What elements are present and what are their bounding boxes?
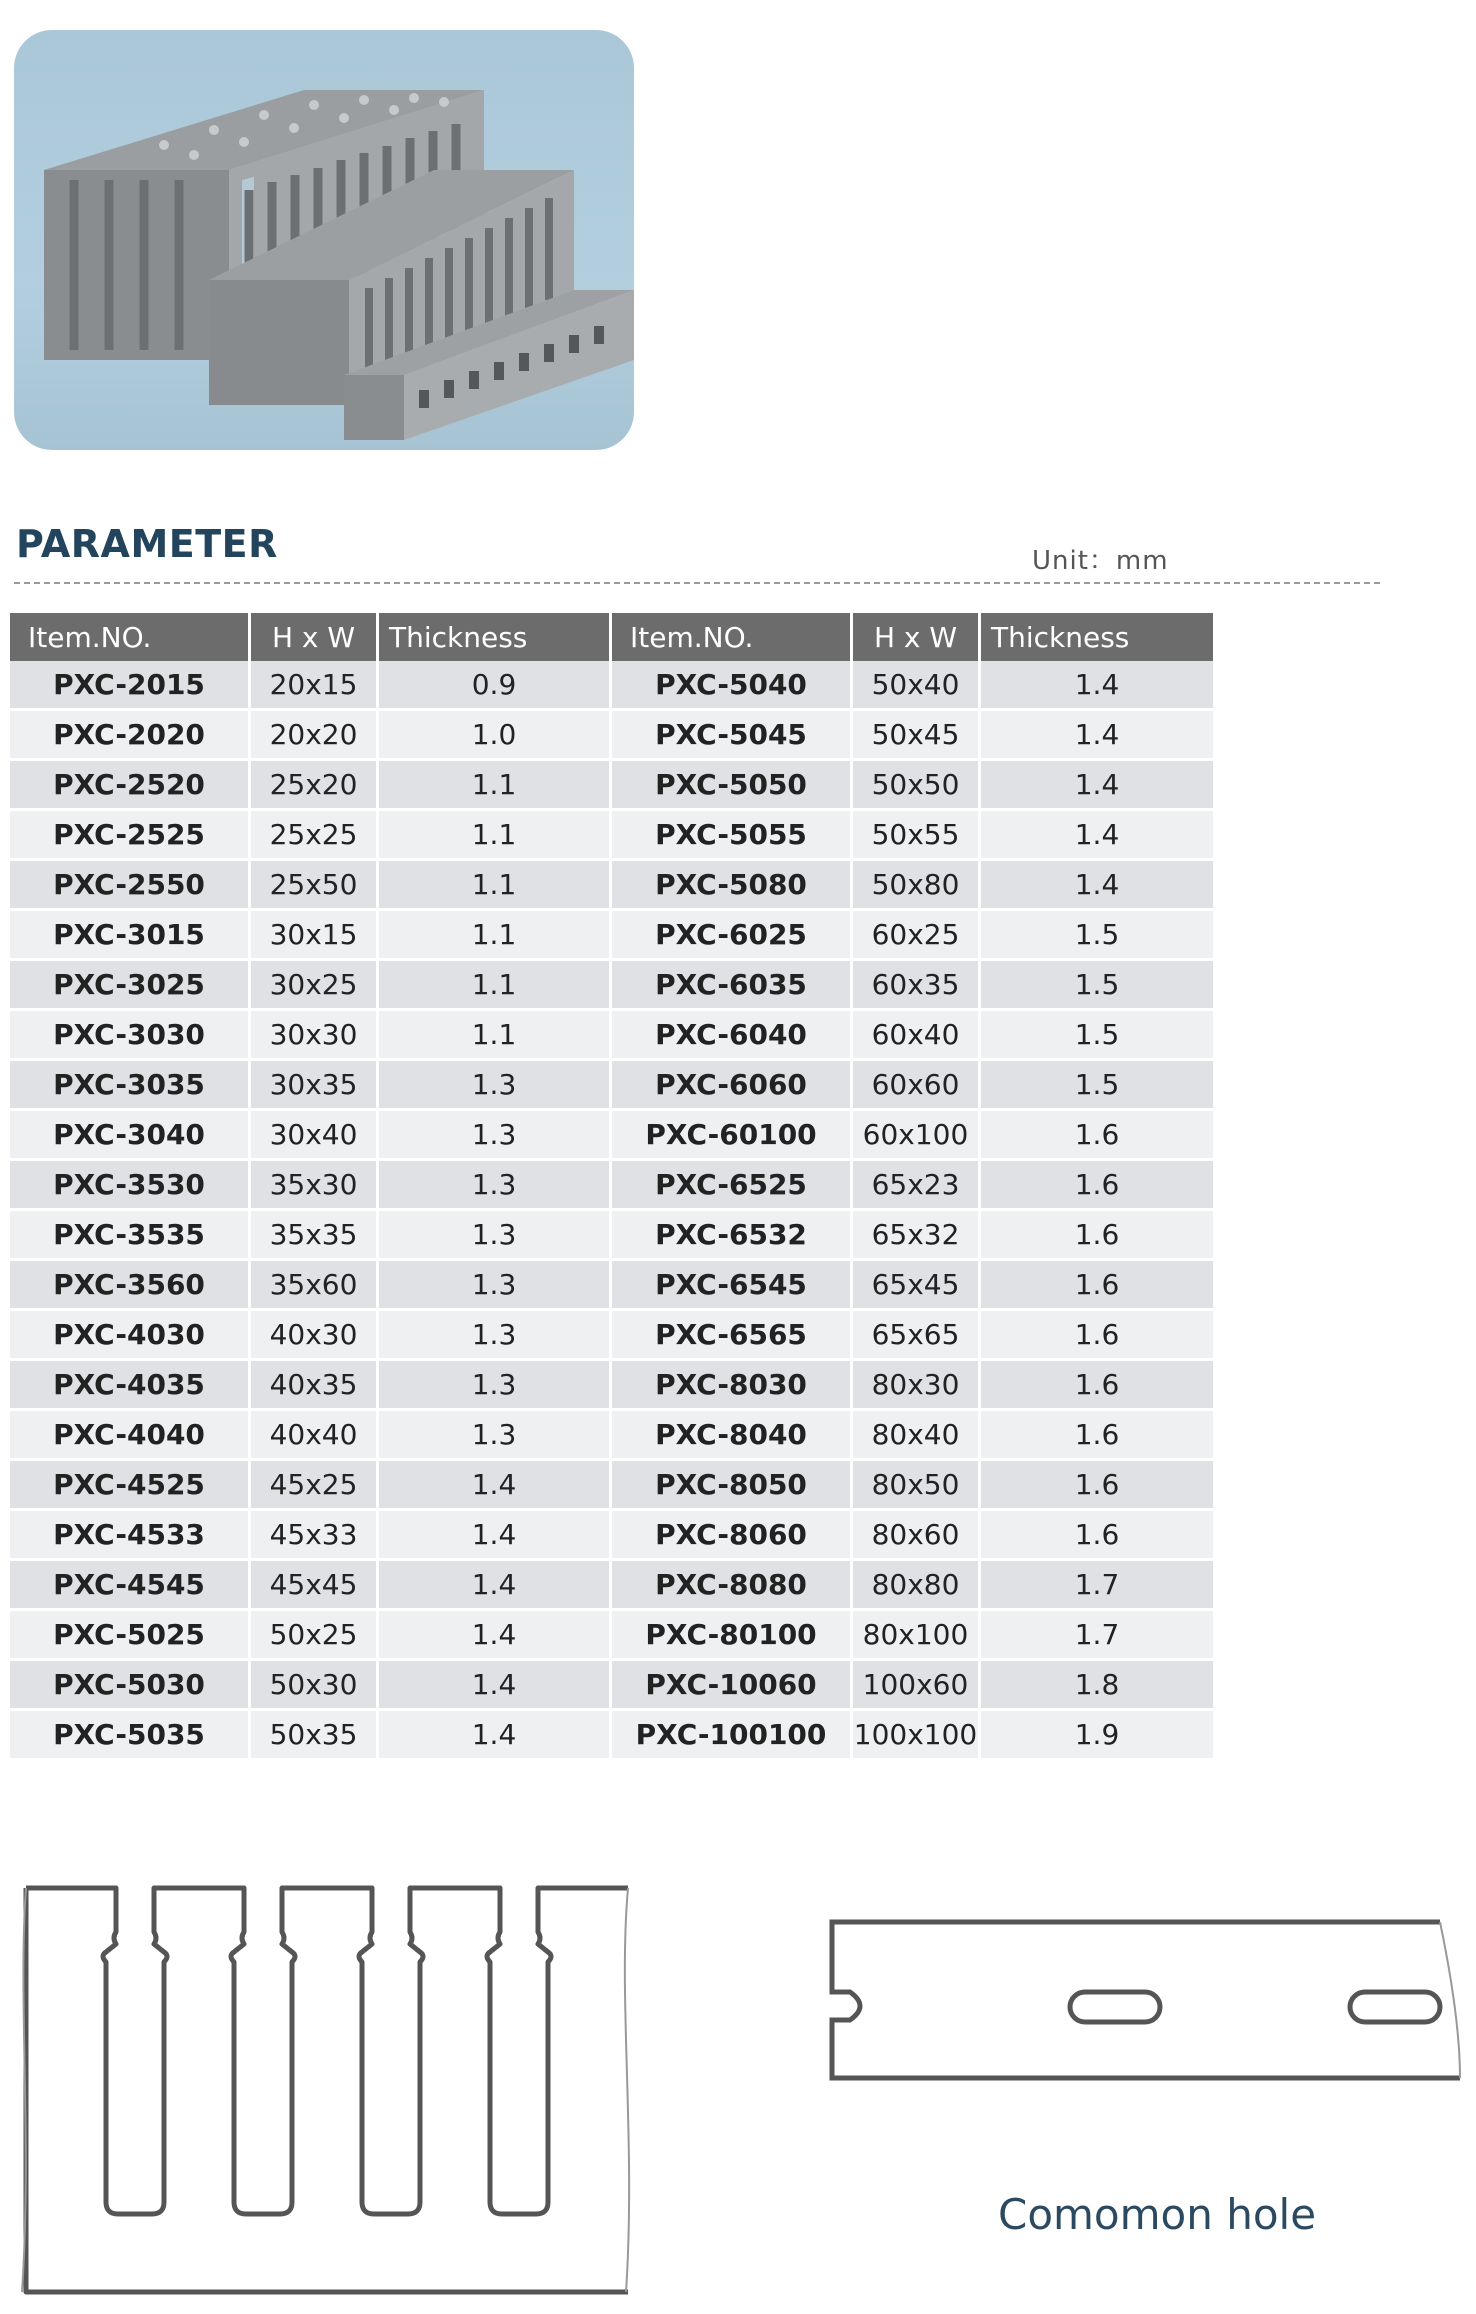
item-no-cell: PXC-5045: [611, 710, 852, 760]
thickness-cell: 1.6: [980, 1110, 1215, 1160]
thickness-cell: 1.8: [980, 1660, 1215, 1710]
table-row: [10, 710, 1215, 760]
slotted-wall-diagram: [14, 1880, 634, 2300]
item-no-cell: PXC-5030: [10, 1660, 250, 1710]
hxw-cell: 25x20: [250, 760, 378, 810]
table-row: [10, 1460, 1215, 1510]
thickness-cell: 1.4: [378, 1560, 611, 1610]
item-no-cell: PXC-2520: [10, 760, 250, 810]
hxw-cell: 60x35: [852, 960, 980, 1010]
item-no-cell: PXC-4545: [10, 1560, 250, 1610]
item-no-cell: PXC-5080: [611, 860, 852, 910]
thickness-cell: 1.4: [980, 810, 1215, 860]
item-no-cell: PXC-5035: [10, 1710, 250, 1760]
hxw-cell: 50x80: [852, 860, 980, 910]
item-no-cell: PXC-2020: [10, 710, 250, 760]
item-no-cell: PXC-4030: [10, 1310, 250, 1360]
thickness-cell: 1.6: [980, 1410, 1215, 1460]
hxw-cell: 60x40: [852, 1010, 980, 1060]
hxw-cell: 25x25: [250, 810, 378, 860]
header-thickness: Thickness: [378, 613, 611, 661]
hxw-cell: 50x45: [852, 710, 980, 760]
thickness-cell: 1.4: [378, 1710, 611, 1760]
thickness-cell: 0.9: [378, 661, 611, 710]
item-no-cell: PXC-3030: [10, 1010, 250, 1060]
hxw-cell: 50x25: [250, 1610, 378, 1660]
divider: [14, 582, 1380, 584]
thickness-cell: 1.6: [980, 1510, 1215, 1560]
header-hxw: H x W: [852, 613, 980, 661]
table-row: [10, 1210, 1215, 1260]
item-no-cell: PXC-3560: [10, 1260, 250, 1310]
item-no-cell: PXC-10060: [611, 1660, 852, 1710]
hxw-cell: 65x32: [852, 1210, 980, 1260]
hxw-cell: 45x25: [250, 1460, 378, 1510]
table-row: [10, 810, 1215, 860]
thickness-cell: 1.6: [980, 1310, 1215, 1360]
item-no-cell: PXC-4040: [10, 1410, 250, 1460]
table-row: [10, 1560, 1215, 1610]
item-no-cell: PXC-3025: [10, 960, 250, 1010]
item-no-cell: PXC-6035: [611, 960, 852, 1010]
thickness-cell: 1.3: [378, 1310, 611, 1360]
item-no-cell: PXC-6532: [611, 1210, 852, 1260]
item-no-cell: PXC-8030: [611, 1360, 852, 1410]
table-row: [10, 1510, 1215, 1560]
item-no-cell: PXC-3035: [10, 1060, 250, 1110]
table-row: [10, 1010, 1215, 1060]
thickness-cell: 1.1: [378, 810, 611, 860]
table-row: [10, 1110, 1215, 1160]
item-no-cell: PXC-5050: [611, 760, 852, 810]
common-hole-strip-diagram: [820, 1910, 1470, 2090]
hxw-cell: 50x40: [852, 661, 980, 710]
thickness-cell: 1.6: [980, 1260, 1215, 1310]
header-hxw: H x W: [250, 613, 378, 661]
hxw-cell: 25x50: [250, 860, 378, 910]
table-row: [10, 860, 1215, 910]
header-item-no: Item.NO.: [10, 613, 250, 661]
hxw-cell: 80x30: [852, 1360, 980, 1410]
hxw-cell: 40x30: [250, 1310, 378, 1360]
thickness-cell: 1.4: [980, 661, 1215, 710]
item-no-cell: PXC-3535: [10, 1210, 250, 1260]
hxw-cell: 30x25: [250, 960, 378, 1010]
hxw-cell: 80x40: [852, 1410, 980, 1460]
thickness-cell: 1.6: [980, 1210, 1215, 1260]
table-row: [10, 1360, 1215, 1410]
item-no-cell: PXC-3015: [10, 910, 250, 960]
hxw-cell: 100x60: [852, 1660, 980, 1710]
hxw-cell: 45x33: [250, 1510, 378, 1560]
thickness-cell: 1.5: [980, 1010, 1215, 1060]
hxw-cell: 80x60: [852, 1510, 980, 1560]
table-row: [10, 1260, 1215, 1310]
header-thickness: Thickness: [980, 613, 1215, 661]
product-photo: [14, 30, 634, 450]
hxw-cell: 30x15: [250, 910, 378, 960]
table-row: [10, 661, 1215, 710]
thickness-cell: 1.6: [980, 1160, 1215, 1210]
hxw-cell: 50x55: [852, 810, 980, 860]
hxw-cell: 100x100: [852, 1710, 980, 1760]
item-no-cell: PXC-8040: [611, 1410, 852, 1460]
thickness-cell: 1.4: [980, 760, 1215, 810]
thickness-cell: 1.7: [980, 1560, 1215, 1610]
hxw-cell: 80x80: [852, 1560, 980, 1610]
hxw-cell: 30x30: [250, 1010, 378, 1060]
thickness-cell: 1.3: [378, 1110, 611, 1160]
item-no-cell: PXC-8080: [611, 1560, 852, 1610]
item-no-cell: PXC-80100: [611, 1610, 852, 1660]
hxw-cell: 80x50: [852, 1460, 980, 1510]
hxw-cell: 40x40: [250, 1410, 378, 1460]
item-no-cell: PXC-8050: [611, 1460, 852, 1510]
table-row: [10, 1610, 1215, 1660]
hxw-cell: 30x40: [250, 1110, 378, 1160]
thickness-cell: 1.7: [980, 1610, 1215, 1660]
thickness-cell: 1.5: [980, 910, 1215, 960]
item-no-cell: PXC-4533: [10, 1510, 250, 1560]
thickness-cell: 1.3: [378, 1160, 611, 1210]
item-no-cell: PXC-6545: [611, 1260, 852, 1310]
thickness-cell: 1.9: [980, 1710, 1215, 1760]
unit-label: Unit：mm: [1032, 546, 1169, 576]
table-header-row: [10, 613, 1215, 661]
table-row: [10, 1160, 1215, 1210]
thickness-cell: 1.6: [980, 1360, 1215, 1410]
thickness-cell: 1.1: [378, 1010, 611, 1060]
thickness-cell: 1.3: [378, 1060, 611, 1110]
thickness-cell: 1.3: [378, 1360, 611, 1410]
item-no-cell: PXC-6525: [611, 1160, 852, 1210]
thickness-cell: 1.0: [378, 710, 611, 760]
table-row: [10, 1060, 1215, 1110]
thickness-cell: 1.1: [378, 860, 611, 910]
thickness-cell: 1.1: [378, 910, 611, 960]
thickness-cell: 1.4: [980, 710, 1215, 760]
table-row: [10, 910, 1215, 960]
item-no-cell: PXC-5025: [10, 1610, 250, 1660]
thickness-cell: 1.4: [378, 1660, 611, 1710]
item-no-cell: PXC-5040: [611, 661, 852, 710]
hxw-cell: 50x50: [852, 760, 980, 810]
hxw-cell: 60x100: [852, 1110, 980, 1160]
item-no-cell: PXC-6060: [611, 1060, 852, 1110]
hxw-cell: 45x45: [250, 1560, 378, 1610]
hxw-cell: 35x30: [250, 1160, 378, 1210]
thickness-cell: 1.1: [378, 960, 611, 1010]
table-row: [10, 1410, 1215, 1460]
hxw-cell: 20x15: [250, 661, 378, 710]
thickness-cell: 1.3: [378, 1260, 611, 1310]
thickness-cell: 1.4: [980, 860, 1215, 910]
item-no-cell: PXC-2525: [10, 810, 250, 860]
item-no-cell: PXC-5055: [611, 810, 852, 860]
table-row: [10, 760, 1215, 810]
hxw-cell: 35x35: [250, 1210, 378, 1260]
item-no-cell: PXC-4035: [10, 1360, 250, 1410]
item-no-cell: PXC-3530: [10, 1160, 250, 1210]
hxw-cell: 50x30: [250, 1660, 378, 1710]
section-title: PARAMETER: [16, 522, 278, 566]
hxw-cell: 60x60: [852, 1060, 980, 1110]
hxw-cell: 40x35: [250, 1360, 378, 1410]
item-no-cell: PXC-60100: [611, 1110, 852, 1160]
item-no-cell: PXC-3040: [10, 1110, 250, 1160]
parameter-table: [10, 613, 1216, 1761]
hxw-cell: 50x35: [250, 1710, 378, 1760]
table-row: [10, 1310, 1215, 1360]
thickness-cell: 1.4: [378, 1610, 611, 1660]
hxw-cell: 20x20: [250, 710, 378, 760]
thickness-cell: 1.1: [378, 760, 611, 810]
thickness-cell: 1.3: [378, 1410, 611, 1460]
hxw-cell: 65x65: [852, 1310, 980, 1360]
thickness-cell: 1.4: [378, 1510, 611, 1560]
table-row: [10, 1710, 1215, 1760]
item-no-cell: PXC-100100: [611, 1710, 852, 1760]
item-no-cell: PXC-6040: [611, 1010, 852, 1060]
item-no-cell: PXC-2015: [10, 661, 250, 710]
item-no-cell: PXC-6565: [611, 1310, 852, 1360]
thickness-cell: 1.6: [980, 1460, 1215, 1510]
hxw-cell: 65x23: [852, 1160, 980, 1210]
thickness-cell: 1.5: [980, 960, 1215, 1010]
cable-trunking-illustration: [14, 30, 634, 450]
hxw-cell: 30x35: [250, 1060, 378, 1110]
table-row: [10, 960, 1215, 1010]
hxw-cell: 80x100: [852, 1610, 980, 1660]
item-no-cell: PXC-4525: [10, 1460, 250, 1510]
header-item-no: Item.NO.: [611, 613, 852, 661]
hxw-cell: 65x45: [852, 1260, 980, 1310]
thickness-cell: 1.4: [378, 1460, 611, 1510]
thickness-cell: 1.5: [980, 1060, 1215, 1110]
item-no-cell: PXC-8060: [611, 1510, 852, 1560]
table-row: [10, 1660, 1215, 1710]
hxw-cell: 35x60: [250, 1260, 378, 1310]
item-no-cell: PXC-2550: [10, 860, 250, 910]
diagram-caption: Comomon hole: [998, 2190, 1317, 2239]
hxw-cell: 60x25: [852, 910, 980, 960]
thickness-cell: 1.3: [378, 1210, 611, 1260]
item-no-cell: PXC-6025: [611, 910, 852, 960]
